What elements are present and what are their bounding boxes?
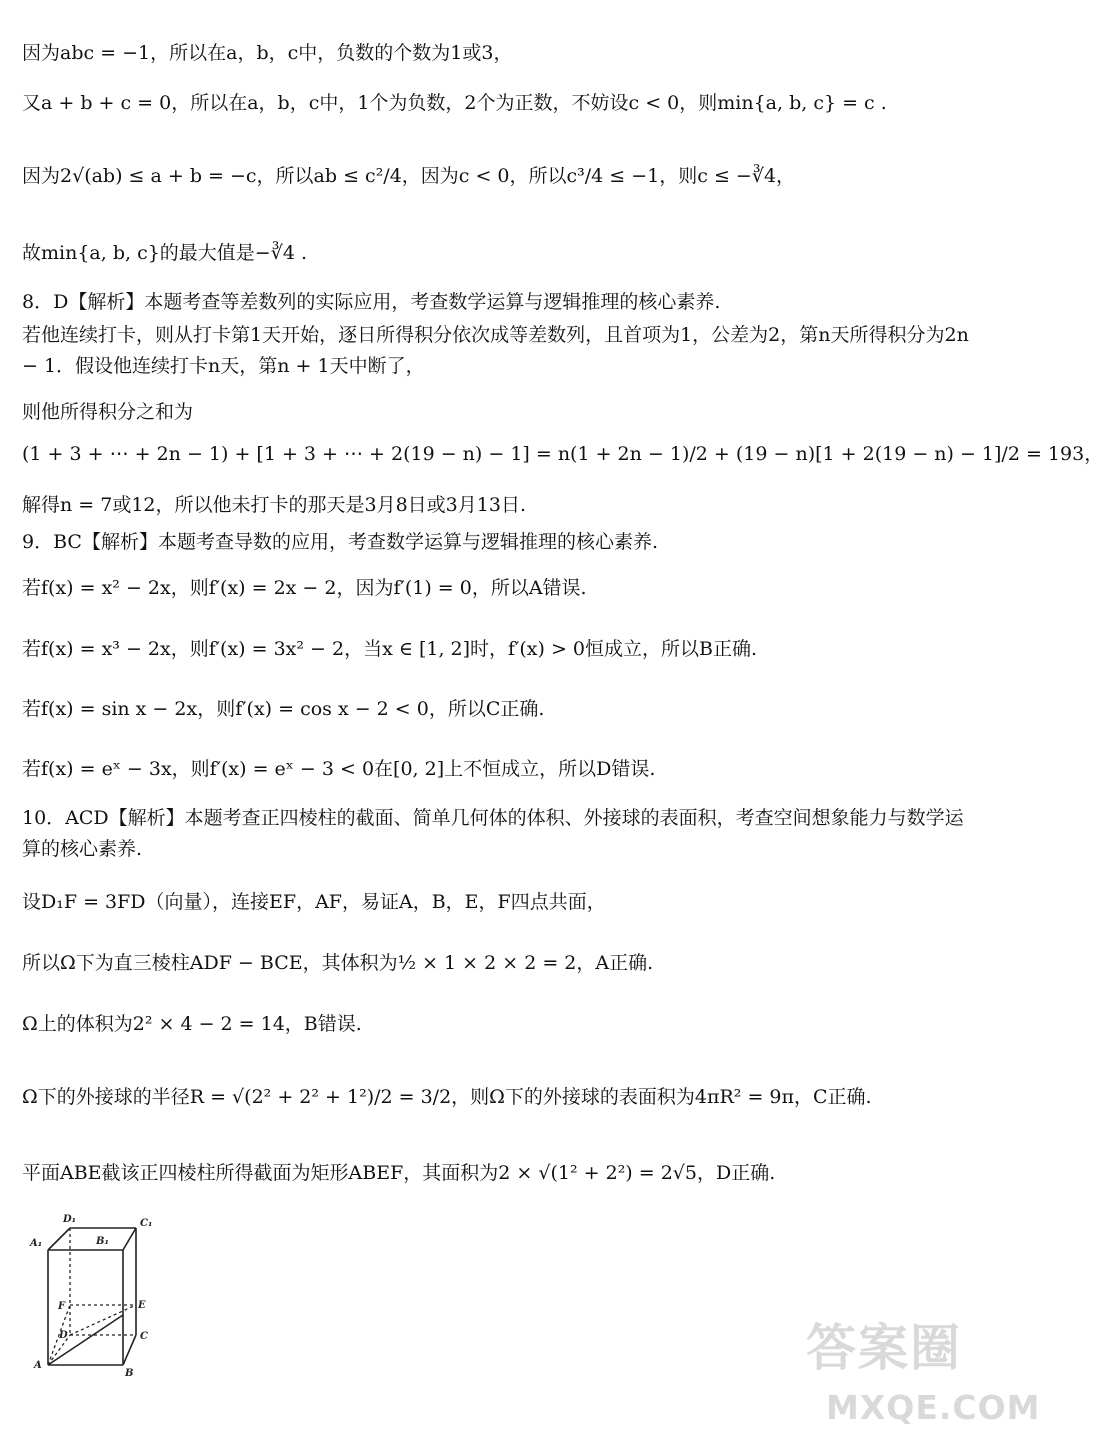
label-b: B (125, 1368, 134, 1379)
text-line: 所以Ω下为直三棱柱ADF − BCE，其体积为½ × 1 × 2 × 2 = 2，A正确. (22, 952, 654, 974)
text-line: 9．BC【解析】本题考查导数的应用，考查数学运算与逻辑推理的核心素养. (22, 531, 658, 553)
label-f: F (58, 1301, 66, 1312)
watermark-url: MXQE.COM (826, 1388, 1041, 1427)
equation-line: (1 + 3 + ⋯ + 2n − 1) + [1 + 3 + ⋯ + 2(19 − n) − 1] = n(1 + 2n − 1)/2 + (19 − n)[1 + 2(19 − n) − 1]/2 = 193， (22, 443, 1103, 465)
text-line: Ω下的外接球的半径R = √(2² + 2² + 1²)/2 = 3/2，则Ω下的外接球的表面积为4πR² = 9π，C正确. (22, 1086, 872, 1108)
text-line: 因为abc = −1，所以在a，b，c中，负数的个数为1或3， (22, 42, 513, 64)
edge-bc (123, 1335, 136, 1365)
edge-b1c1 (123, 1228, 136, 1250)
label-b1: B₁ (96, 1236, 109, 1247)
text-line: 设D₁F = 3FD（向量），连接EF，AF，易证A，B，E，F四点共面， (22, 891, 606, 913)
text-line: 因为2√(ab) ≤ a + b = −c，所以ab ≤ c²/4，因为c < 0，所以c³/4 ≤ −1，则c ≤ −∛4， (22, 165, 796, 187)
text-line: 8．D【解析】本题考查等差数列的实际应用，考查数学运算与逻辑推理的核心素养. (22, 291, 721, 313)
text-line: 解得n = 7或12，所以他未打卡的那天是3月8日或3月13日. (22, 494, 526, 516)
text-line: 平面ABE截该正四棱柱所得截面为矩形ABEF，其面积为2 × √(1² + 2²) = 2√5，D正确. (22, 1162, 776, 1184)
text-line: Ω上的体积为2² × 4 − 2 = 14，B错误. (22, 1013, 362, 1035)
edge-de-hidden (70, 1305, 136, 1335)
text-line: 10．ACD【解析】本题考查正四棱柱的截面、简单几何体的体积、外接球的表面积，考查空间想象能力与数学运算的核心素养. (22, 807, 964, 860)
text-line: 又a + b + c = 0，所以在a，b，c中，1个为负数，2个为正数，不妨设c < 0，则min{a, b, c} = c . (22, 92, 887, 114)
prism-diagram (28, 1210, 168, 1380)
watermark-logo: 答案圈 (806, 1319, 962, 1377)
label-a: A (34, 1360, 42, 1371)
text-line: 则他所得积分之和为 (22, 401, 194, 423)
label-e: E (138, 1300, 146, 1311)
label-d1: D₁ (63, 1214, 77, 1225)
label-c1: C₁ (140, 1218, 153, 1229)
text-line: 若他连续打卡，则从打卡第1天开始，逐日所得积分依次成等差数列，且首项为1，公差为2，第n天所得积分为2n − 1．假设他连续打卡n天，第n + 1天中断了， (22, 324, 969, 377)
text-line: 故min{a, b, c}的最大值是−∛4 . (22, 242, 307, 264)
text-line: 若f(x) = eˣ − 3x，则f′(x) = eˣ − 3 < 0在[0, 2]上不恒成立，所以D错误. (22, 758, 656, 780)
text-line: 若f(x) = sin x − 2x，则f′(x) = cos x − 2 < 0，所以C正确. (22, 698, 545, 720)
label-c: C (140, 1331, 148, 1342)
label-a1: A₁ (30, 1238, 43, 1249)
edge-d1a1 (48, 1228, 70, 1250)
text-line: 若f(x) = x³ − 2x，则f′(x) = 3x² − 2，当x ∈ [1, 2]时，f′(x) > 0恒成立，所以B正确. (22, 638, 758, 660)
text-line: 若f(x) = x² − 2x，则f′(x) = 2x − 2，因为f′(1) = 0，所以A错误. (22, 577, 587, 599)
label-d: D (59, 1330, 68, 1341)
